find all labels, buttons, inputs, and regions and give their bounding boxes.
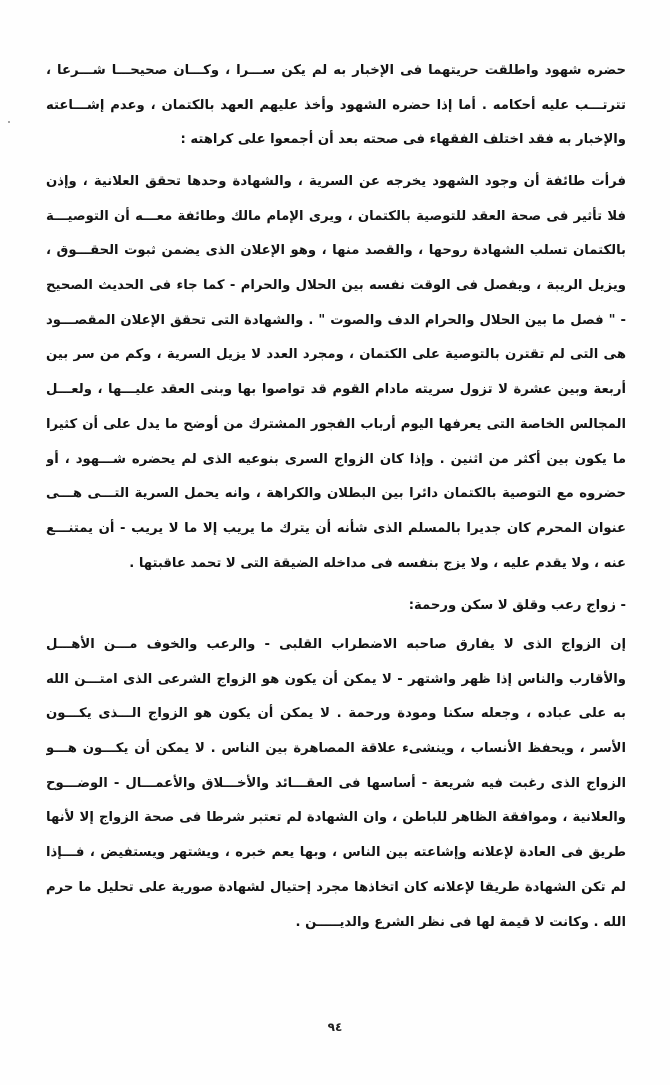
text-line: الزواج الذى رغبت فيه شريعة - أساسها فى العقـــائد والأخـــلاق والأعمـــال - الوضـــوح [46,775,626,791]
scan-speck [8,121,10,123]
text-line: عنوان المحرم كان جديرا بالمسلم الذى شأنه أن يترك ما يريب إلا ما لا يريب - أن يمتنـــع [46,520,626,536]
page-number: ٩٤ [327,1020,343,1034]
text-line: فلا تأثير فى صحة العقد للتوصية بالكتمان ، ويرى الإمام مالك وطائفة معـــه أن التوصيـــة [46,208,626,224]
paragraph-1 [46,54,626,158]
text-line: هى التى لم تقترن بالتوصية على الكتمان ، ومجرد العدد لا يزيل السرية ، وكم من سر بين [46,347,626,363]
text-line: المجالس الخاصة التى يعرفها اليوم أرباب الفجور المشترك من أوضح ما يدل على أن كثيرا [46,416,626,432]
paragraph-2 [46,165,626,581]
section-heading [46,589,626,624]
text-line: والإخبار به فقد اختلف الفقهاء فى صحته بعد أن أجمعوا على كراهته : [180,132,626,148]
text-line: أربعة وبين عشرة لا تزول سريته مادام القوم قد تواصوا بها وبنى العقد عليـــها ، ولعـــل [46,382,626,398]
text-line: ما يكون بين أكثر من اثنين . وإذا كان الزواج السرى بنوعيه الذى لم يحضره شـــهود ، أو [46,451,626,467]
text-line: تترتـــب عليه أحكامه . أما إذا حضره الشهود وأخذ عليهم العهد بالكتمان ، وعدم إشـــاعته [46,97,626,113]
text-line: طريق فى العادة لإعلانه وإشاعته بين الناس ، وبها يعم خبره ، ويشتهر ويستفيض ، فـــإذا [46,845,626,861]
text-line: الأسر ، ويحفظ الأنساب ، وينشىء علاقة المصاهرة بين الناس . لا يمكن أن يكـــون هـــو [46,741,626,757]
text-line: - " فصل ما بين الحلال والحرام الدف والصوت " . والشهادة التى تحقق الإعلان المقصـــود [46,312,626,328]
text-line: لم تكن الشهادة طريقا لإعلانه كان اتخاذها مجرد إحتيال لشهادة صورية على تحليل ما حرم [46,879,626,895]
text-line: والعلانية ، وموافقة الظاهر للباطن ، وان الشهادة لم تعتبر شرطا فى صحة الزواج إلا لأنها [46,810,626,826]
text-line: به على عباده ، وجعله سكنا ومودة ورحمة . لا يمكن أن يكون هو الزواج الـــذى يكـــون [46,706,626,722]
text-line: والأقارب والناس إذا ظهر واشتهر - لا يمكن أن يكون هو الزواج الشرعى الذى امتـــن الله [46,671,626,687]
heading-text: - زواج رعب وقلق لا سكن ورحمة: [408,598,626,613]
text-line: الله . وكانت لا قيمة لها فى نظر الشرع والديـــــن . [295,914,626,930]
text-line: ويزيل الريبة ، ويفصل فى الوقت نفسه بين الحلال والحرام - كما جاء فى الحديث الصحيح [46,278,626,294]
text-line: فرأت طائفة أن وجود الشهود يخرجه عن السرية ، والشهادة وحدها تحقق العلانية ، وإذن [46,174,626,189]
text-line: بالكتمان تسلب الشهادة روحها ، والقصد منها ، وهو الإعلان الذى يضمن ثبوت الحقـــوق ، [46,243,626,259]
text-line: حضروه مع التوصية بالكتمان دائرا بين البطلان والكراهة ، وانه يحمل السرية التـــى هـــى [46,486,626,502]
text-line: حضره شهود واطلقت حريتهما فى الإخبار به لم يكن ســـرا ، وكـــان صحيحـــا شـــرعا ، [46,63,626,78]
paragraph-3 [46,628,626,940]
text-line: عنه ، ولا يقدم عليه ، ولا يزج بنفسه فى مداخله الضيقة التى لا تحمد عاقبتها . [129,555,626,571]
text-line: إن الزواج الذى لا يفارق صاحبه الاضطراب القلبى - والرعب والخوف مـــن الأهـــل [46,637,626,652]
